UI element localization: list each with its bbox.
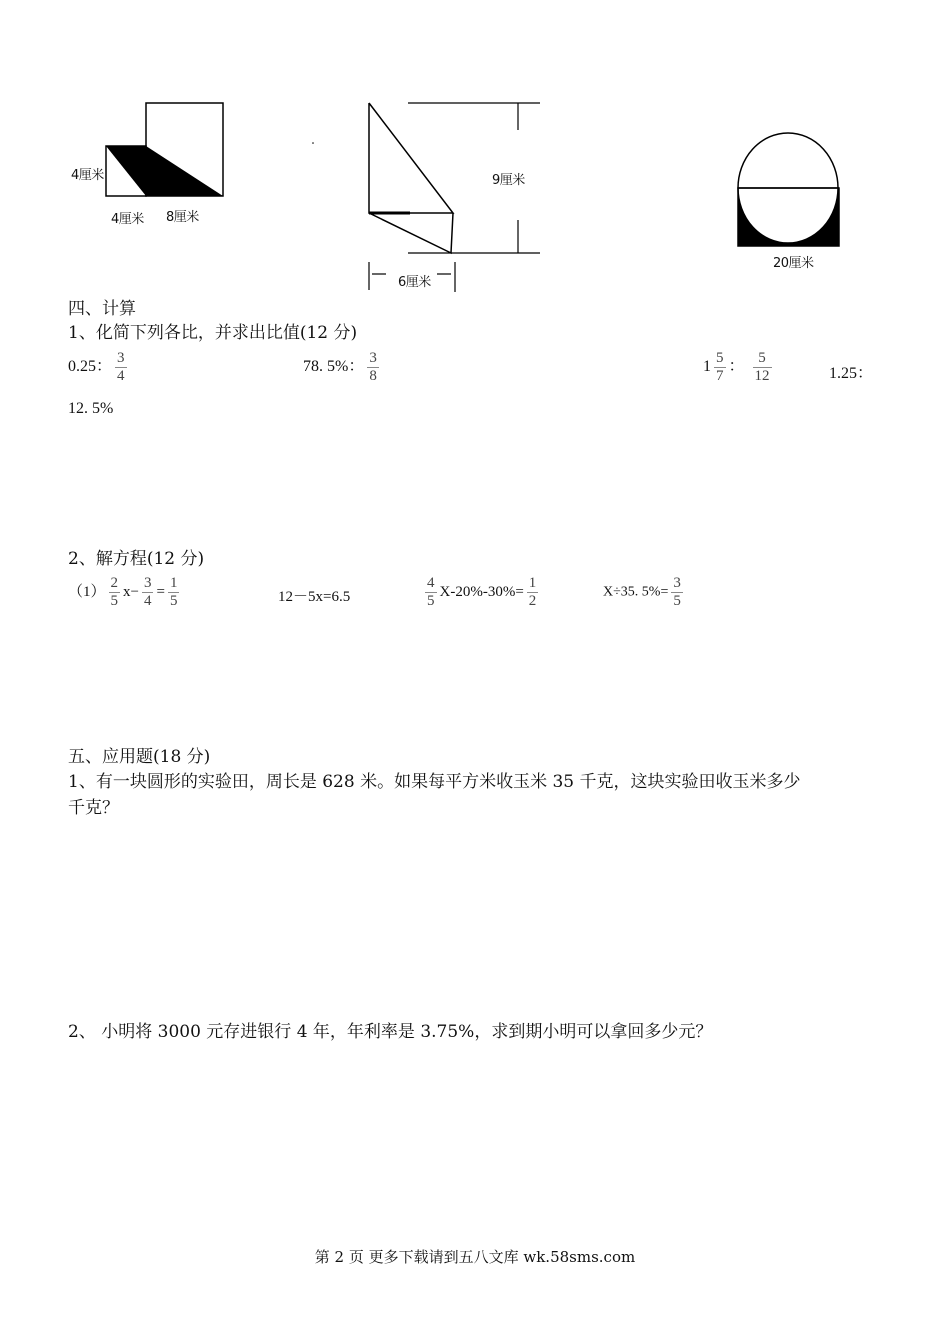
- fig1-label-bottom-left: 4厘米: [111, 212, 144, 227]
- section4-title: 四、计算: [68, 299, 136, 319]
- fig2-label-bottom: 6厘米: [398, 275, 431, 290]
- equation-4: X÷35. 5%= $\frac{3}{5}$: [603, 575, 681, 609]
- application-q1-line2: 千克？: [68, 798, 119, 818]
- fig2-label-height: 9厘米: [492, 173, 525, 188]
- figure-circle-rectangle: [738, 133, 839, 246]
- fig3-label-bottom: 20厘米: [773, 256, 814, 271]
- equation-1: （1） $\frac{2}{5}$ x− $\frac{3}{4}$ = $\frac{1}{5}$: [68, 575, 178, 609]
- ratio-item-1: 0.25： $\frac{3}{4}$: [68, 350, 125, 384]
- section5-title: 五、应用题(18 分): [68, 747, 211, 767]
- page-footer: 第 2 页 更多下载请到五八文库 wk.58sms.com: [314, 1248, 636, 1266]
- ratio-item-4: 1.25：: [829, 365, 874, 382]
- fig1-label-left: 4厘米: [71, 168, 104, 183]
- application-q2: 2、 小明将 3000 元存进银行 4 年，年利率是 3.75%，求到期小明可以拿回多少元？: [68, 1022, 713, 1042]
- fig1-label-bottom-right: 8厘米: [166, 210, 199, 225]
- application-q1-line1: 1、有一块圆形的实验田，周长是 628 米。如果每平方米收玉米 35 千克，这块实验田收玉米多少: [68, 772, 801, 792]
- equation-3: $\frac{4}{5}$ X-20%-30%= $\frac{1}{2}$: [427, 575, 537, 609]
- figure-triangle-shape: [312, 103, 540, 292]
- ratio-item-4-line2: 12. 5%: [68, 400, 114, 417]
- q2-title: 2、解方程(12 分): [68, 549, 205, 569]
- ratio-item-2: 78. 5%： $\frac{3}{8}$: [303, 350, 377, 384]
- ratio-item-3: 1 $\frac{5}{7}$ ： $\frac{5}{12}$: [703, 350, 770, 384]
- equation-2: 12－5x=6.5: [278, 589, 351, 605]
- q1-title: 1、化简下列各比，并求出比值(12 分): [68, 323, 358, 343]
